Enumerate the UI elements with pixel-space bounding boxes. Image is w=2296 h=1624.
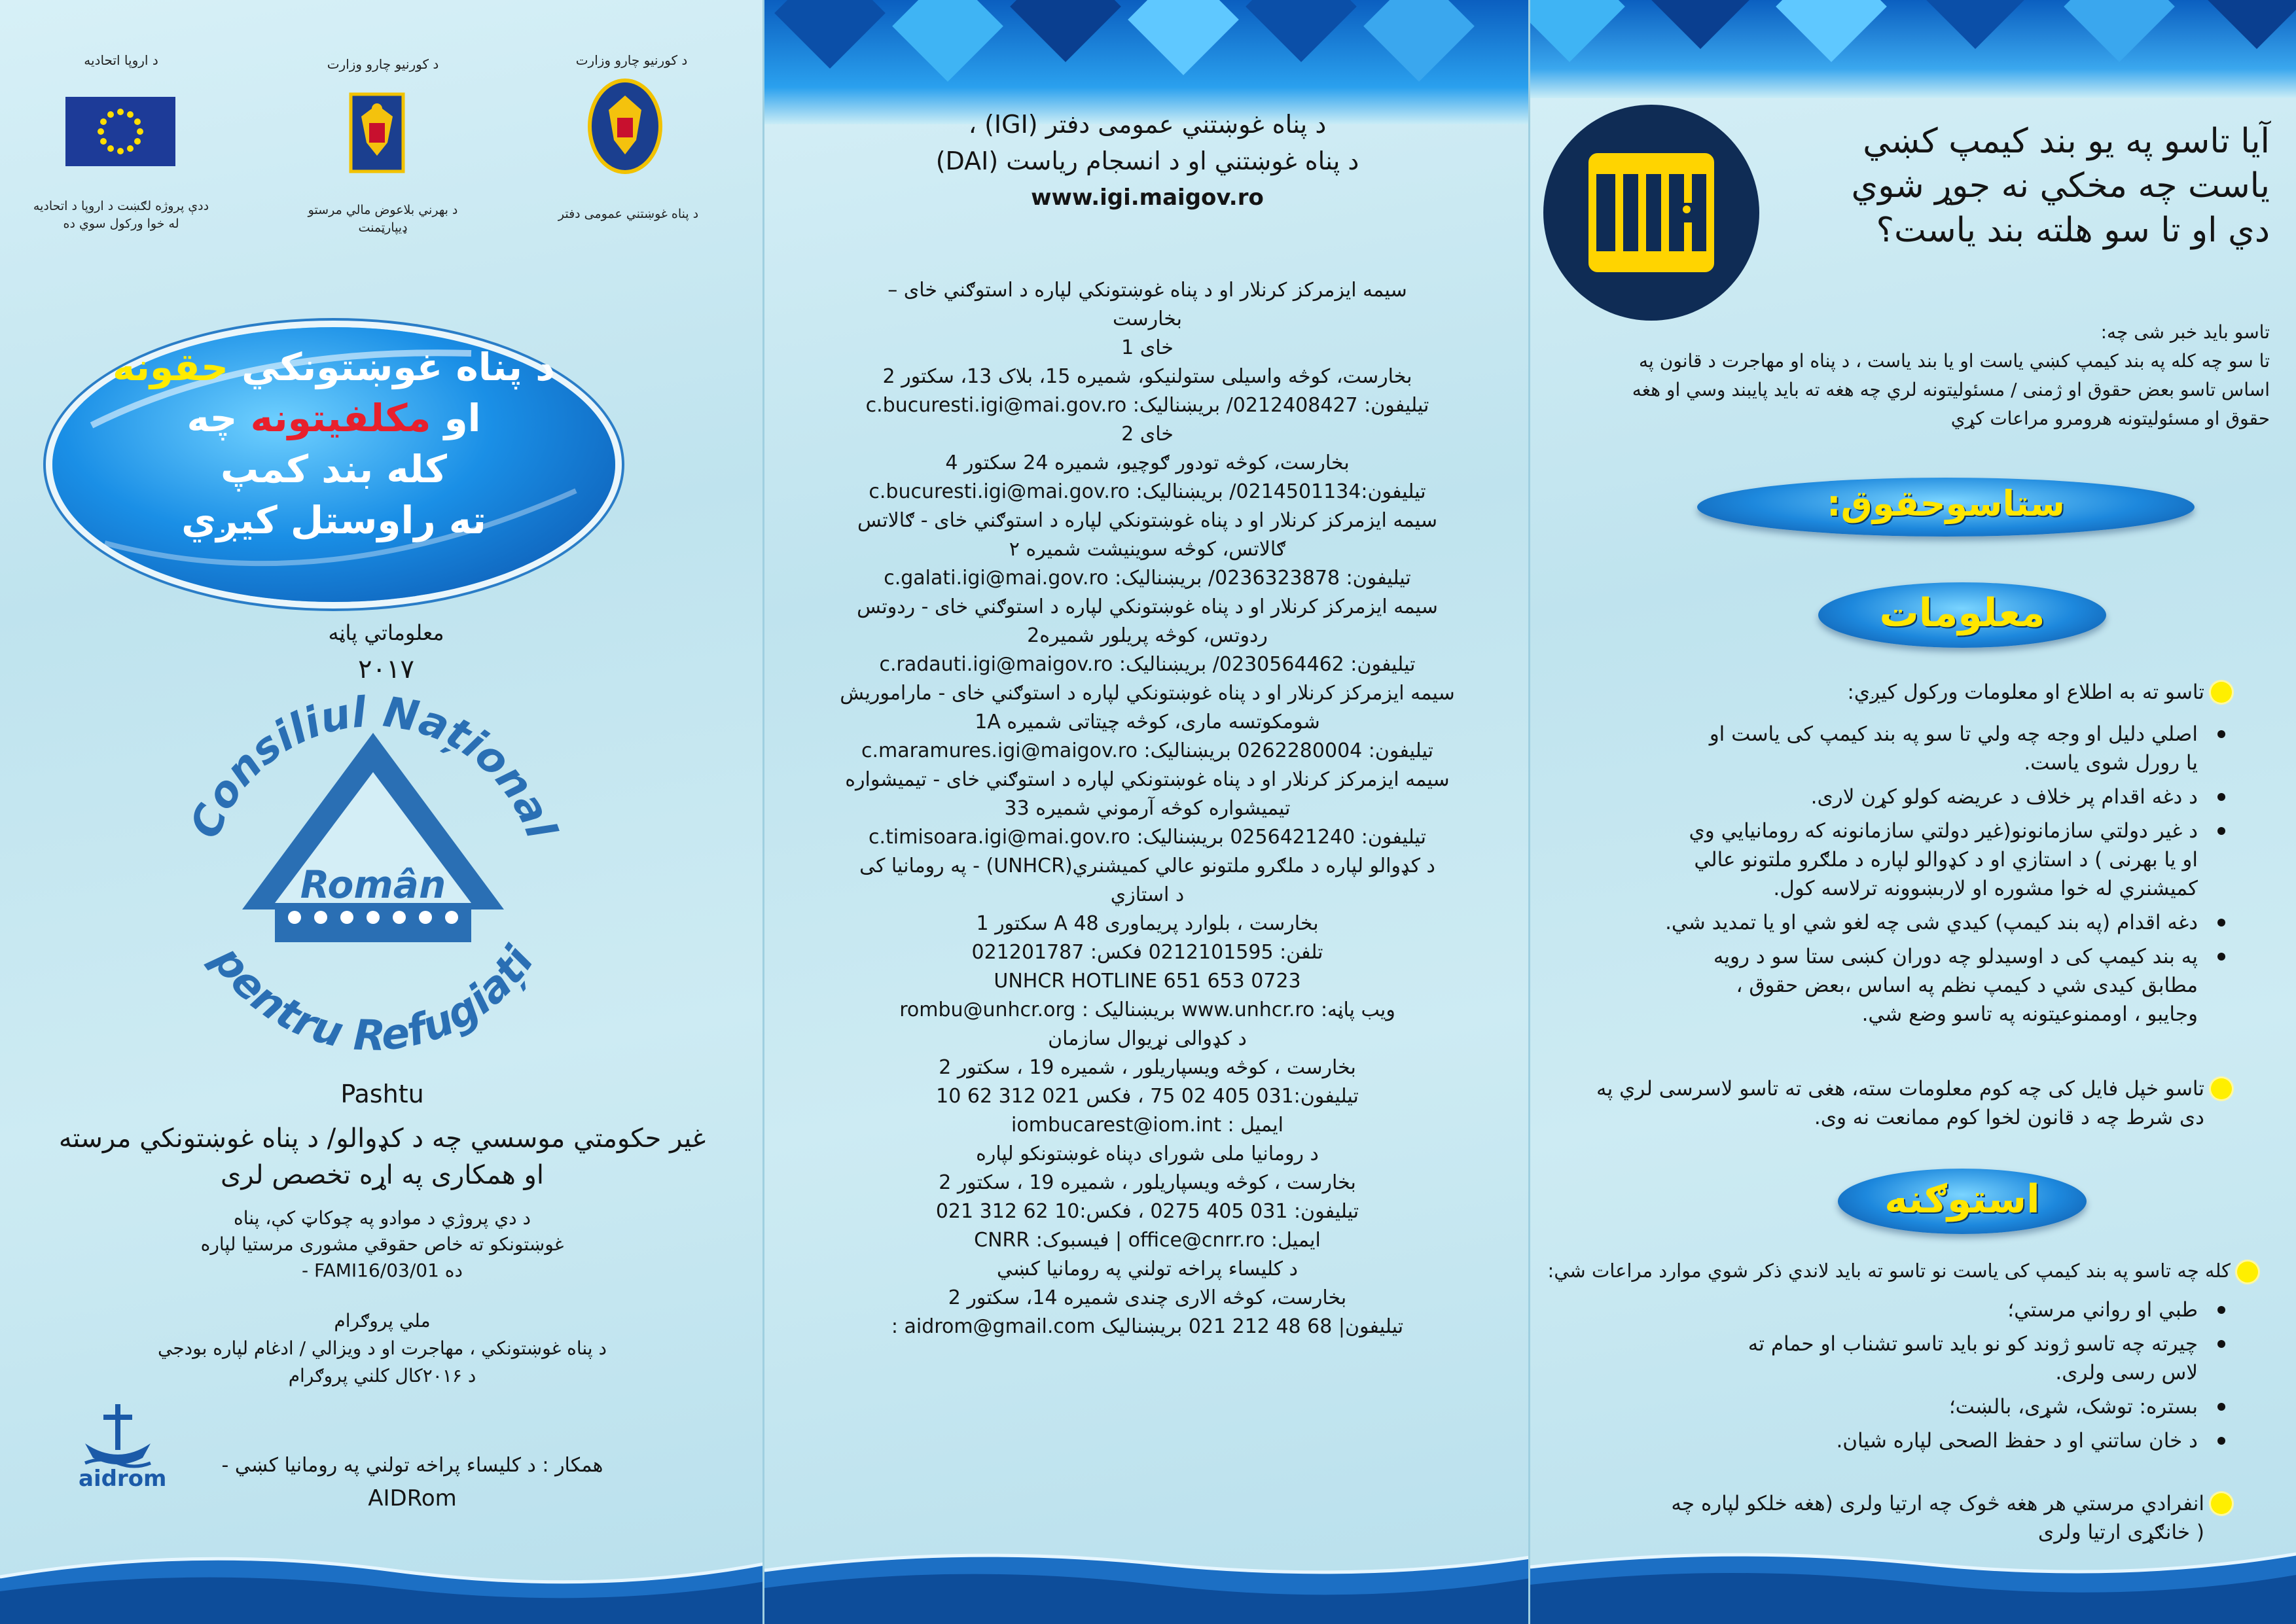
title-l1a: د پناه غوښتونکي [228, 345, 555, 389]
bottom-wave [1530, 1519, 2296, 1624]
contact-line: تيميشواره کوڅه آرموني شميره 33 [1004, 797, 1291, 820]
contact-line: د کډوالی نړيوال سازمان [1048, 1027, 1247, 1050]
language-label: Pashtu [340, 1080, 424, 1108]
list-item-line: دغه اقدام (په بند کيمپ) کيدي شی چه لغو شي او يا تمديد شي. [1665, 911, 2198, 934]
contact-list [784, 276, 1511, 1341]
contact-line: ګالاتس، کوڅه سوينيشت شميره ٢ [1009, 538, 1286, 561]
left-panel [0, 0, 764, 1624]
middle-panel [764, 0, 1530, 1624]
bullet-dot-icon [2217, 1306, 2225, 1314]
rights-heading: ستاسوحقوق: [1827, 483, 2065, 524]
info-heading: معلومات [1879, 590, 2045, 636]
list-item-line: اصلي دليل او وجه چه ولي تا سو په بند کيمپ کی ياست او [1709, 722, 2198, 746]
stay-intro: کله چه تاسو په بند کيمپ کی ياست نو تاسو ته بايد لاندي ذکر شوي موارد مراعات شي: [1547, 1260, 2231, 1282]
list-item-line: په بند کيمپ کی د اوسيدلو چه دوران کښی ستا سو د رويه [1713, 945, 2198, 968]
contact-line: تيليفون: 0236323878/ بريښناليک: c.galati.igi@mai.gov.ro [884, 567, 1411, 590]
aidrom-wordmark: aidrom [79, 1466, 167, 1492]
contact-line: د رومانيا ملی شورای دپناه غوښتونکو لپاره [976, 1142, 1319, 1165]
contact-line: بخارست ، کوڅه ويسپاريلور ، شميره 19 ، سکتور 2 [939, 1056, 1356, 1079]
contact-line: سيمه ايزمرکز کرنلار او د پناه غوښتونکي لپاره د استوګني خای - ماراموريش [840, 682, 1455, 705]
list-item [1556, 908, 2198, 937]
info-intro: تاسو ته به اطلاع او معلومات ورکول کيږي: [1847, 680, 2204, 704]
bullet-dot-icon [2217, 1340, 2225, 1348]
list-item [1556, 720, 2198, 777]
bullet-dot-icon [2217, 1403, 2225, 1411]
list-item-line: د غير دولتي سازمانونو(غير دولتي سازمانونه که رومانيايي وي [1689, 819, 2198, 843]
contact-line: بخارست، کوڅه تودور ګوچيو، شميره 24 سکتور 4 [945, 451, 1350, 474]
org-line-1: غير حکومتي موسسي چه د کډوالو/ د پناه غوښتونکي مرسته [58, 1123, 706, 1154]
project-block [39, 1205, 725, 1284]
contact-line: تيليفون: 0262280004 بريښناليک: c.maramures.igi@maigov.ro [861, 739, 1433, 762]
list-item-line: او يا بهرنی ) د استازي او د کډوالو لپاره د ملګرو ملتونو عالي [1694, 848, 2198, 872]
question-line: دي او تا سو هلته بند ياست؟ [1876, 211, 2270, 250]
eu-caption: د اروپا اتحاديه [84, 52, 158, 68]
rights-pill [1697, 478, 2195, 537]
contact-line: بخارست [1113, 308, 1182, 330]
eu-subcaption: ددې پروژه لګښت د اروپا د اتحاديه له خوا ورکول سوي ده [33, 199, 209, 231]
list-item-line: د خان ساتني او د حفظ الصحی لپاره شيان. [1836, 1429, 2198, 1453]
year-label: ٢٠١٧ [358, 654, 414, 684]
contact-line: تيليفون: 0256421240 بريښناليک: c.timisoara.igi@mai.gov.ro [869, 826, 1426, 849]
contact-line: د کليساء پراخه تولني په رومانيا کښي [997, 1258, 1298, 1280]
partner-line-2: AIDRom [368, 1485, 457, 1511]
bullet-dot-icon [2217, 730, 2225, 738]
bullet-icon [2211, 1078, 2232, 1099]
list-item-line: بستره: توشک، شړی، بالښت؛ [1948, 1395, 2198, 1419]
program-block [39, 1307, 725, 1390]
stay-footer-line: ( خانګړی ارتيا ولری [2037, 1521, 2204, 1544]
list-item-line: لاس رسی ولری. [2055, 1361, 2198, 1385]
title-obligations: مکلفيتونه [250, 396, 431, 440]
contact-line: تيليفون: 0230564462/ بريښناليک: c.radauti.igi@maigov.ro [879, 653, 1416, 676]
info-footer-line: دی شرط چه د قانون لخوا کوم ممانعت نه وی. [1814, 1106, 2204, 1129]
contact-line: بخارست ، کوڅه ويسپاريلور ، شميره 19 ، سکتور 2 [939, 1171, 1356, 1194]
list-item [1556, 942, 2198, 1029]
bullet-dot-icon [2217, 953, 2225, 961]
mid-header [791, 106, 1504, 216]
cnrr-logo [164, 694, 583, 1060]
list-item [1556, 1296, 2198, 1324]
title-l3: کله بند کمپ [221, 447, 447, 491]
list-item-line: چيرته چه تاسو ژوند کو نو بايد تاسو تشناب او حمام ته [1748, 1332, 2198, 1356]
bullet-icon [2211, 682, 2232, 703]
contact-line: تيليفون: 0212408427/ بريښناليک: c.bucuresti.igi@mai.gov.ro [865, 394, 1429, 417]
top-mosaic [1530, 0, 2296, 98]
bottom-wave [0, 1519, 764, 1624]
project-line: ده FAMI16/03/01 - [302, 1260, 463, 1281]
contact-line: سيمه ايزمرکز کرنلار او د پناه غوښتونکي لپاره د استوګني خای - تيميشواره [845, 768, 1450, 791]
list-item [1556, 817, 2198, 903]
eu-flag-icon [65, 97, 175, 166]
cnrr-roman: Român [300, 862, 446, 907]
bullet-dot-icon [2217, 827, 2225, 835]
cnrr-arc-top: Consiliul Național [181, 694, 565, 845]
title-l2a: او [431, 396, 481, 440]
title-oval [52, 327, 615, 602]
bullet-icon [2237, 1262, 2258, 1282]
question-line: ياست چه مخکي نه جوړ شوي [1851, 166, 2270, 205]
mid-header-line-2: د پناه غوښتني او د انسجام رياست (DAI) [935, 147, 1359, 175]
list-item-line: مطابق کيدی شي د کيمپ نظم په اساس ،بعض حقوق ، [1736, 974, 2198, 997]
bullet-icon [2211, 1493, 2232, 1514]
cnrr-arc-bottom: pentru Refugiați [202, 937, 544, 1060]
ministry-caption-1: د کورنيو چارو وزارت [327, 56, 439, 72]
stay-heading: استوګنه [1884, 1176, 2040, 1222]
stay-footer-line: انفرادي مرستي هر هغه څوک چه ارتيا ولری (هغه خلکو لپاره چه [1671, 1492, 2204, 1515]
igi-website-link[interactable]: www.igi.maigov.ro [1031, 185, 1264, 211]
info-footer [1556, 1074, 2204, 1132]
list-item [1556, 1426, 2198, 1455]
program-line: د ٢٠١۶کال کلني پروګرام [288, 1365, 476, 1386]
title-rights: حقونه [113, 345, 228, 389]
contact-line: 0723 653 651 UNHCR HOTLINE [994, 970, 1301, 993]
contact-line: سيمه ايزمرکز کرنلار او د پناه غوښتونکي لپاره د استوګني خای – [888, 279, 1407, 302]
jail-cell-icon [1543, 105, 1759, 321]
title-l2c: چه [187, 396, 251, 440]
title-text [92, 342, 576, 546]
info-sheet-label: معلوماتي پاڼه [328, 620, 444, 645]
contact-line: ويب پاڼه: www.unhcr.ro بريښناليک : rombu@unhcr.org [899, 998, 1395, 1021]
program-line: ملي پروګرام [334, 1310, 431, 1332]
contact-line: تيليفون| 68 48 212 021 بريښناليک aidrom@gmail.com : [891, 1315, 1404, 1338]
aidrom-logo-icon [79, 1400, 167, 1492]
intro-block [1556, 318, 2270, 433]
contact-line: سيمه ايزمرکز کرنلار او د پناه غوښتونکي لپاره د استوګني خای - ګالاتس [857, 509, 1437, 532]
mid-header-line-1: د پناه غوښتني عمومی دفتر (IGI) ، [968, 110, 1327, 139]
question-line: آيا تاسو په يو بند کيمپ کښي [1863, 122, 2270, 161]
contact-line: د استازي [1110, 883, 1185, 906]
right-panel [1530, 0, 2296, 1624]
info-pill [1818, 582, 2106, 648]
contact-line: ردوتس، کوڅه پريلور شميره2 [1027, 624, 1268, 647]
ministry-subcaption-2: د پناه غوښتني عمومی دفتر [558, 207, 699, 221]
org-line-2: او همکاری په اړه تخصص لری [221, 1160, 544, 1190]
contact-line: تيليفون: 031 405 0275 ، فکس:10 62 312 021 [935, 1200, 1359, 1223]
ministry-caption-2: د کورنيو چارو وزارت [575, 52, 688, 68]
intro-line: تا سو چه کله په بند کيمپ کښي ياست او يا بند ياست ، د پناه او مهاجرت د قانون په [1639, 350, 2270, 372]
intro-line: حقوق او مسئوليتونه هرومرو مراعات کړي [1950, 408, 2270, 429]
bullet-dot-icon [2217, 919, 2225, 927]
info-footer-line: تاسو خپل فايل کی چه کوم معلومات سته، هغی ته تاسو لاسرسی لري په [1596, 1077, 2204, 1101]
contact-line: سيمه ايزمرکز کرنلار او د پناه غوښتونکي لپاره د استوګني خای - ردوتس [857, 595, 1438, 618]
contact-line: بخارست، کوڅه الاری چندی شميره 14، سکتور 2 [948, 1286, 1347, 1309]
list-item [1556, 783, 2198, 811]
romania-coat-of-arms-icon [347, 90, 407, 175]
list-item [1556, 1392, 2198, 1421]
contact-line: د کډوالو لپاره د ملګرو ملتونو عالي کميشنري(UNHCR) - په رومانيا کی [859, 855, 1435, 877]
project-line: د دي پروژي د موادو په چوکاټ کې، پناه [234, 1207, 531, 1229]
bottom-wave [764, 1519, 1530, 1624]
list-item [1556, 1330, 2198, 1387]
stay-pill [1838, 1169, 2087, 1234]
contact-line: ايميل: office@cnrr.ro | فيسبوک: CNRR [974, 1229, 1321, 1252]
list-item-line: طبي او رواني مرستي؛ [2007, 1298, 2198, 1322]
partner-line-1: همکار : د کليساء پراخه تولني په رومانيا کښي - [221, 1454, 603, 1477]
ministry-subcaption-1: د بهرني بلاعوض مالي مرستو ډيپارټمنت [308, 203, 458, 235]
program-line: د پناه غوښتونکي ، مهاجرت او د ويزالي / ادغام لپاره بودجي [158, 1337, 607, 1359]
contact-line: بخارست، کوڅه واسيلی ستولنيکو، شميره 15، بلاک 13، سکتور 2 [882, 365, 1412, 388]
contact-line: تيليفون:031 405 02 75 ، فکس 021 312 62 10 [936, 1085, 1359, 1108]
bullet-dot-icon [2217, 1437, 2225, 1445]
contact-line: خای 2 [1121, 423, 1174, 446]
list-item-line: د دغه اقدام پر خلاف د عريضه کولو کړن لاری. [1810, 785, 2198, 809]
list-item-line: وجايبو ، اوممنوعيتونه په تاسو وضع شي. [1861, 1002, 2198, 1026]
intro-head: تاسو بايد خبر شی چه: [2100, 321, 2270, 343]
intro-line: اساس تاسو بعض حقوق او ژمنی / مسئوليتونه لري چه هغه ته بايد پايبند وسي او هغه [1632, 379, 2270, 400]
bullet-dot-icon [2217, 793, 2225, 801]
project-line: غوښتونکو ته خاص حقوقي مشوری مرستيا لپاره [200, 1233, 564, 1255]
list-item-line: يا رورل شوی ياست. [2024, 751, 2198, 775]
contact-line: بخارست ، بلوارد پريماوری 48 A سکتور 1 [976, 912, 1319, 935]
contact-line: شومکوتسه ماری، کوڅه چيتاتی شميره 1A [975, 711, 1320, 733]
contact-line: تلفن: 0212101595 فکس: 021201787 [971, 941, 1323, 964]
contact-line: ايميل : iombucarest@iom.int [1011, 1114, 1283, 1137]
title-l4: ته راوستل کيږي [181, 498, 486, 542]
question-heading [1766, 119, 2270, 253]
igi-emblem-icon [586, 77, 664, 175]
list-item-line: کميشنري له خوا مشوره او لاربښوونه ترلاسه کول. [1773, 877, 2198, 900]
contact-line: خای 1 [1121, 336, 1174, 359]
contact-line: تيليفون:0214501134/ بريښناليک: c.bucuresti.igi@mai.gov.ro [869, 480, 1426, 503]
